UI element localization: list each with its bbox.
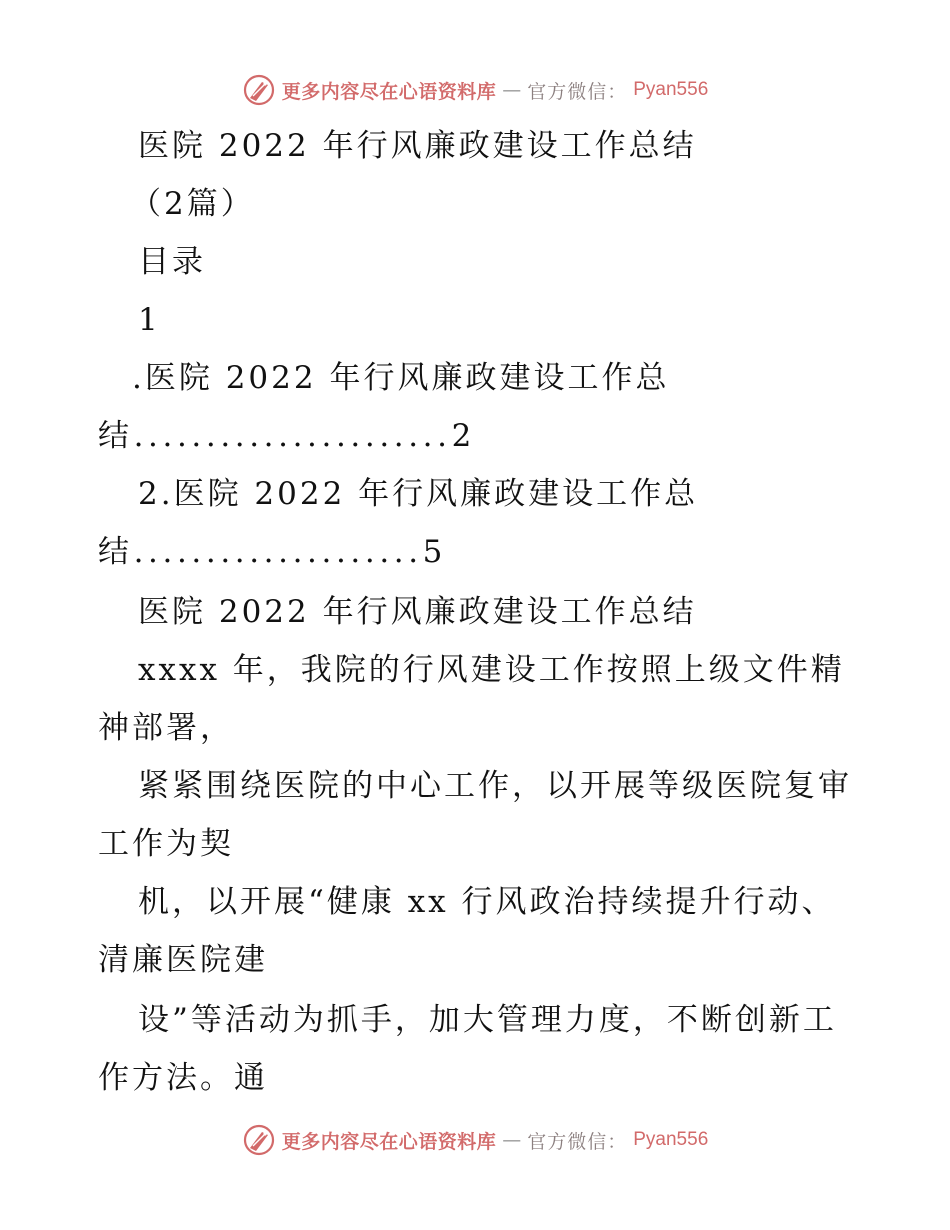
paragraph-line: 设”等活动为抓手，加大管理力度，不断创新工: [138, 1002, 837, 1038]
toc-item-1-leader: 结......................2: [98, 418, 476, 454]
paragraph-line: 紧紧围绕医院的中心工作，以开展等级医院复审: [138, 768, 852, 804]
toc-heading: 目录: [138, 244, 206, 280]
paragraph-line: 机，以开展“健康 xx 行风政治持续提升行动、: [138, 884, 836, 920]
wechat-id: Pyan556: [633, 79, 709, 100]
section-heading: 医院 2022 年行风廉政建设工作总结: [138, 594, 697, 630]
footer-watermark: [0, 1120, 950, 1160]
document-subtitle: （2篇）: [130, 186, 255, 222]
watermark-text: 更多内容尽在心语资料库: [281, 1130, 497, 1153]
paragraph-line: xxxx 年，我院的行风建设工作按照上级文件精: [138, 652, 845, 688]
toc-item-2-title: 2.医院 2022 年行风廉政建设工作总: [138, 476, 699, 512]
toc-item-number: 1: [138, 302, 161, 338]
header-watermark: [0, 70, 950, 110]
paragraph-line: 神部署，: [98, 710, 234, 746]
pen-nib-logo-icon: [242, 1123, 276, 1157]
watermark-separator: —: [502, 1129, 522, 1151]
watermark-text: 更多内容尽在心语资料库: [281, 80, 497, 103]
wechat-label: 官方微信：: [527, 80, 628, 103]
paragraph-line: 清廉医院建: [98, 942, 268, 978]
paragraph-line: 工作为契: [98, 826, 234, 862]
wechat-id: Pyan556: [633, 1129, 709, 1150]
watermark-separator: —: [502, 79, 522, 101]
toc-item-1-title: .医院 2022 年行风廉政建设工作总: [132, 360, 670, 396]
paragraph-line: 作方法。通: [98, 1060, 268, 1096]
document-title: 医院 2022 年行风廉政建设工作总结: [138, 128, 697, 164]
toc-item-2-leader: 结....................5: [98, 534, 448, 570]
wechat-label: 官方微信：: [527, 1130, 628, 1153]
pen-nib-logo-icon: [242, 73, 276, 107]
